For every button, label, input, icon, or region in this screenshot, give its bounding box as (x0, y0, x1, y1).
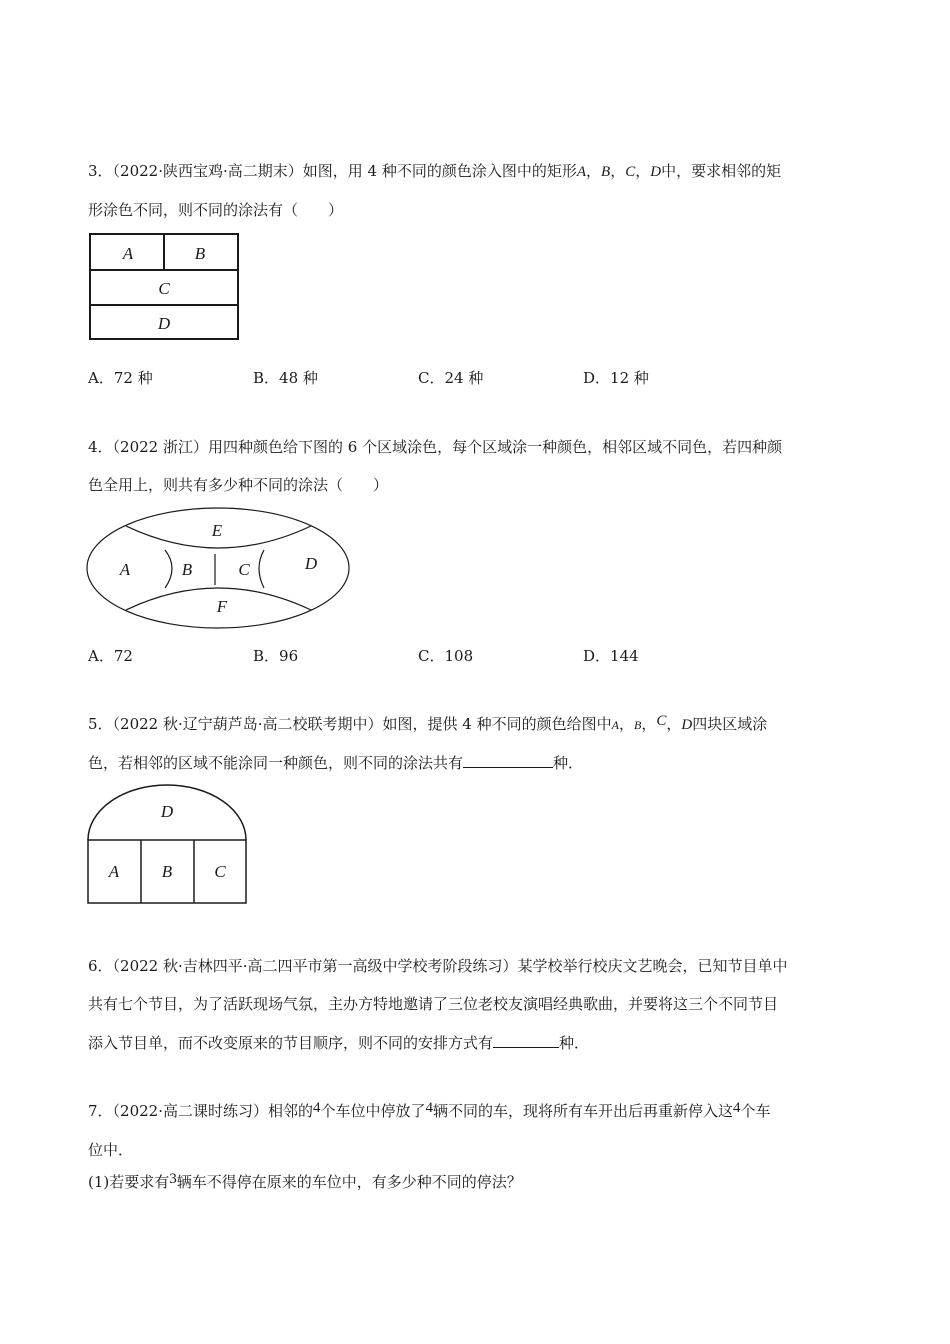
q3-option-b[interactable]: B．48 种 (253, 369, 318, 387)
q3-option-a[interactable]: A．72 种 (88, 369, 153, 387)
q7-num-3: 4 (733, 1100, 741, 1116)
q7-source: （2022·高二课时练习） (112, 1102, 268, 1120)
q3-label-b: B (601, 164, 611, 180)
q3-number: 3． (88, 162, 113, 180)
q6-line2: 共有七个节目，为了活跃现场气氛，主办方特地邀请了三位老校友演唱经典歌曲，并要将这三个不同节目 (88, 995, 779, 1013)
q7-line1 (88, 1100, 771, 1123)
q5-text2-end: 种． (553, 754, 584, 772)
q6-text3-end: 种． (559, 1034, 590, 1052)
q3-label-a: A (576, 164, 587, 180)
q3-line1: 3．（2022·陕西宝鸡·高二期末）如图，用 4 种不同的颜色涂入图中的矩形A，B，C，D中，要求相邻的矩 (88, 162, 782, 180)
q6-number: 6． (88, 957, 113, 975)
q4-fig-label-a: A (119, 560, 131, 579)
q3-line2: 形涂色不同，则不同的涂法有（ ） (88, 201, 344, 219)
q7-part1 (88, 1171, 522, 1194)
q3-fig-label-a: A (122, 244, 134, 263)
q7-text-d: 个车 (740, 1102, 771, 1120)
q4-line1 (88, 436, 782, 458)
q7-num-2: 4 (425, 1100, 434, 1116)
q4-fig-label-d: D (304, 554, 318, 573)
q5-label-a: A (611, 718, 619, 732)
q7-number: 7． (88, 1102, 113, 1120)
q3-option-c[interactable]: C．24 种 (418, 369, 484, 387)
q5-number: 5． (88, 715, 113, 733)
q5-line1: 5．（2022 秋·辽宁葫芦岛·高二校联考期中）如图，提供 4 种不同的颜色给图中A，B，C，D四块区域涂 (88, 713, 768, 733)
q5-fig-label-b: B (161, 862, 173, 881)
q5-fig-label-c: C (214, 862, 226, 881)
q3-fig-label-d: D (157, 314, 171, 333)
q5-label-d: D (681, 717, 693, 733)
q4-option-a[interactable]: A．72 (88, 647, 133, 665)
q5-text: 如图，提供 4 种不同的颜色给图中 (382, 715, 612, 733)
q7-num-4: 3 (169, 1171, 177, 1187)
q7-part1-b: 辆车不得停在原来的车位中，有多少种不同的停法？ (176, 1173, 522, 1191)
q3-fig-label-b: B (194, 244, 206, 263)
q5-answer-blank[interactable] (463, 751, 553, 768)
q3-source: （2022·陕西宝鸡·高二期末） (112, 162, 303, 180)
q4-fig-label-b: B (181, 560, 193, 579)
q4-fig-label-e: E (211, 521, 223, 540)
q7-num-1: 4 (313, 1100, 321, 1116)
q7-line2: 位中． (88, 1141, 134, 1159)
q3-figure (88, 232, 242, 342)
q4-line2: 色全用上，则共有多少种不同的涂法（ ） (88, 476, 389, 494)
q5-label-c: C (656, 713, 667, 729)
q4-source: （2022 浙江） (112, 438, 208, 456)
q3-label-d: D (650, 164, 662, 180)
q5-label-b: B (633, 718, 642, 732)
q4-fig-label-f: F (216, 597, 228, 616)
q7-text-c: 辆不同的车，现将所有车开出后再重新停入这 (433, 1102, 734, 1120)
q5-text2: 色，若相邻的区域不能涂同一种颜色，则不同的涂法共有 (88, 754, 464, 772)
q4-option-b[interactable]: B．96 (253, 647, 299, 665)
q3-option-d[interactable]: D．12 种 (583, 369, 649, 387)
q6-line3 (88, 1031, 589, 1054)
q5-fig-label-a: A (108, 862, 120, 881)
q5-line2 (88, 751, 583, 774)
q4-fig-label-c: C (238, 560, 250, 579)
q3-text-end: 中，要求相邻的矩 (661, 162, 782, 180)
q5-fig-label-d: D (160, 802, 174, 821)
q3-text: 如图，用 4 种不同的颜色涂入图中的矩形 (302, 162, 577, 180)
q4-text: 用四种颜色给下图的 6 个区域涂色，每个区域涂一种颜色，相邻区域不同色，若四种颜 (208, 438, 783, 456)
q4-option-c[interactable]: C．108 (418, 647, 474, 665)
q6-answer-blank[interactable] (493, 1031, 559, 1048)
q6-line1 (88, 955, 788, 977)
q5-source: （2022 秋·辽宁葫芦岛·高二校联考期中） (112, 715, 383, 733)
q4-figure (86, 505, 354, 631)
q3-fig-label-c: C (158, 279, 170, 298)
q6-text3: 添入节目单，而不改变原来的节目顺序，则不同的安排方式有 (88, 1034, 494, 1052)
q7-text-b: 个车位中停放了 (320, 1102, 426, 1120)
q6-source: （2022 秋·吉林四平·高二四平市第一高级中学校考阶段练习） (112, 957, 518, 975)
q5-figure (86, 783, 250, 907)
q7-part1-a: (1)若要求有 (88, 1173, 170, 1191)
q5-text-end: 四块区域涂 (692, 715, 768, 733)
q7-text-a: 相邻的 (268, 1102, 314, 1120)
q4-number: 4． (88, 438, 113, 456)
q6-text: 某学校举行校庆文艺晚会，已知节目单中 (517, 957, 788, 975)
q3-label-c: C (625, 164, 636, 180)
q4-option-d[interactable]: D．144 (583, 647, 639, 665)
